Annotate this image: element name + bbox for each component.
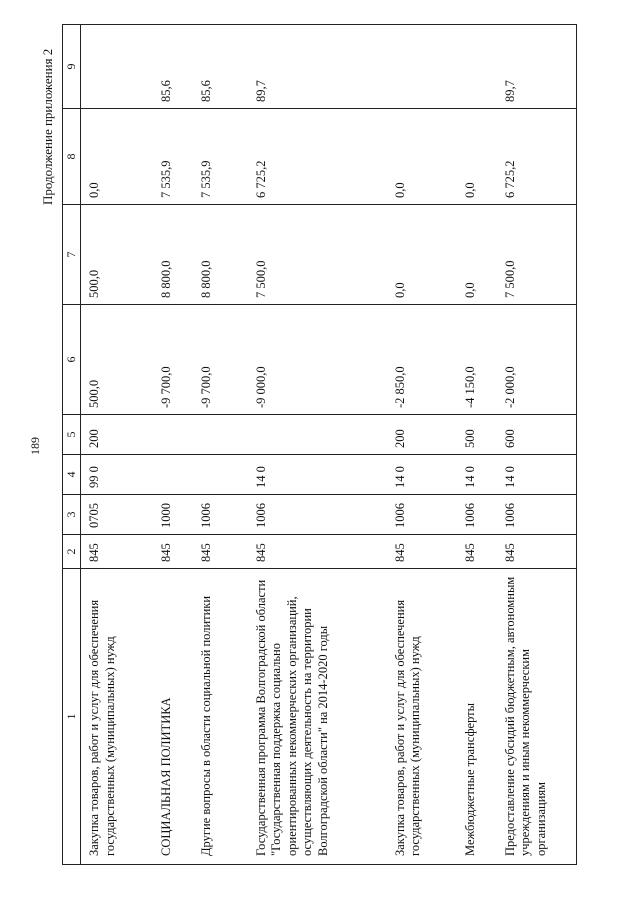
table-row (497, 25, 577, 865)
row-name: СОЦИАЛЬНАЯ ПОЛИТИКА (153, 569, 193, 865)
cell-code: 845 (387, 535, 457, 569)
cell-code: 845 (81, 535, 153, 569)
header-row (63, 25, 81, 865)
cell-value: 0,0 (387, 205, 457, 305)
cell-value: 500,0 (81, 305, 153, 415)
cell-value: 500,0 (81, 205, 153, 305)
cell-value: 8 800,0 (193, 205, 248, 305)
row-name: Предоставление субсидий бюджетным, автономным учреждениям и иным некоммерческим организациям (497, 569, 577, 865)
cell-code: 845 (457, 535, 497, 569)
cell-value: -2 850,0 (387, 305, 457, 415)
cell-code: 845 (193, 535, 248, 569)
cell-section: 1006 (248, 495, 387, 535)
cell-value: 0,0 (81, 109, 153, 205)
cell-value: 8 800,0 (153, 205, 193, 305)
cell-code: 845 (497, 535, 577, 569)
column-header: 4 (63, 455, 81, 495)
cell-value: 85,6 (153, 25, 193, 109)
table-row (387, 25, 457, 865)
cell-value: 89,7 (248, 25, 387, 109)
row-name: Государственная программа Волгоградской области "Государственная поддержка социально ориентированных некоммерческих организаций, осуществляющих деятельность на территории Волгоградской области" на 2014-2020 годы (248, 569, 387, 865)
cell-value: -2 000,0 (497, 305, 577, 415)
column-header: 1 (63, 569, 81, 865)
cell-type: 200 (81, 415, 153, 455)
row-name: Другие вопросы в области социальной политики (193, 569, 248, 865)
column-header: 8 (63, 109, 81, 205)
cell-value: 0,0 (457, 205, 497, 305)
cell-value: 6 725,2 (248, 109, 387, 205)
budget-table (62, 24, 577, 865)
cell-type (153, 415, 193, 455)
cell-code: 845 (248, 535, 387, 569)
row-name: Закупка товаров, работ и услуг для обеспечения государственных (муниципальных) нужд (81, 569, 153, 865)
cell-value: -9 700,0 (193, 305, 248, 415)
cell-section: 1006 (497, 495, 577, 535)
cell-type: 500 (457, 415, 497, 455)
cell-value: 0,0 (387, 109, 457, 205)
cell-value: 6 725,2 (497, 109, 577, 205)
cell-value (457, 25, 497, 109)
cell-program: 99 0 (81, 455, 153, 495)
cell-program: 14 0 (497, 455, 577, 495)
cell-section: 1006 (193, 495, 248, 535)
continuation-label: Продолжение приложения 2 (40, 48, 55, 205)
table-row (457, 25, 497, 865)
cell-value: 0,0 (457, 109, 497, 205)
cell-value: -9 000,0 (248, 305, 387, 415)
table-row (81, 25, 153, 865)
column-header: 2 (63, 535, 81, 569)
row-name: Закупка товаров, работ и услуг для обеспечения государственных (муниципальных) нужд (387, 569, 457, 865)
cell-type (248, 415, 387, 455)
cell-section: 1006 (387, 495, 457, 535)
cell-program (193, 455, 248, 495)
cell-value: 7 535,9 (153, 109, 193, 205)
column-header: 3 (63, 495, 81, 535)
column-header: 5 (63, 415, 81, 455)
cell-section: 1000 (153, 495, 193, 535)
cell-program (153, 455, 193, 495)
cell-type (193, 415, 248, 455)
cell-value: -4 150,0 (457, 305, 497, 415)
cell-value (387, 25, 457, 109)
column-header: 7 (63, 205, 81, 305)
cell-value: 89,7 (497, 25, 577, 109)
cell-section: 0705 (81, 495, 153, 535)
cell-program: 14 0 (457, 455, 497, 495)
cell-value: 7 500,0 (497, 205, 577, 305)
row-name: Межбюджетные трансферты (457, 569, 497, 865)
cell-code: 845 (153, 535, 193, 569)
column-header: 6 (63, 305, 81, 415)
cell-value: 7 535,9 (193, 109, 248, 205)
column-header: 9 (63, 25, 81, 109)
cell-section: 1006 (457, 495, 497, 535)
table-row (248, 25, 387, 865)
cell-program: 14 0 (387, 455, 457, 495)
table-row (153, 25, 193, 865)
cell-value: 85,6 (193, 25, 248, 109)
cell-program: 14 0 (248, 455, 387, 495)
cell-value (81, 25, 153, 109)
page-number: 189 (28, 437, 42, 455)
cell-value: 7 500,0 (248, 205, 387, 305)
cell-type: 200 (387, 415, 457, 455)
cell-type: 600 (497, 415, 577, 455)
cell-value: -9 700,0 (153, 305, 193, 415)
table-row (193, 25, 248, 865)
